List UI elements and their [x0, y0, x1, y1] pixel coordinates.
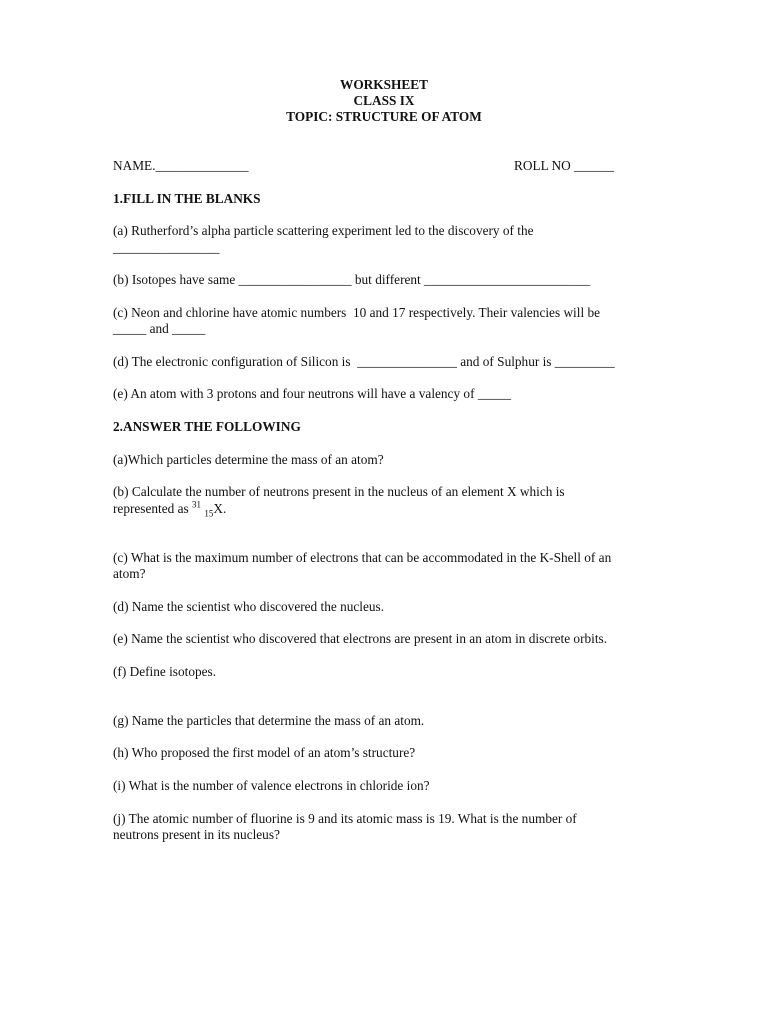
question-d: (d) Name the scientist who discovered the nucleus.	[113, 599, 385, 614]
question-b-line1: (b) Calculate the number of neutrons present in the nucleus of an element X which is	[113, 484, 565, 499]
fill-item-d: (d) The electronic configuration of Silicon is _______________ and of Sulphur is _________	[113, 354, 615, 369]
mass-number-superscript: 31	[192, 499, 202, 510]
worksheet-title: WORKSHEET	[340, 77, 428, 92]
fill-item-b: (b) Isotopes have same _________________ but different _________________________	[113, 272, 591, 287]
question-b-prefix: represented as	[113, 501, 193, 516]
name-field-label: NAME.______________	[113, 158, 249, 173]
question-b-line2	[113, 500, 226, 517]
question-f: (f) Define isotopes.	[113, 664, 217, 679]
fill-item-c-line1: (c) Neon and chlorine have atomic numbers 10 and 17 respectively. Their valencies will be	[113, 305, 601, 320]
topic-label: TOPIC: STRUCTURE OF ATOM	[286, 109, 482, 124]
roll-no-field-label: ROLL NO ______	[514, 158, 614, 173]
question-j-line1: (j) The atomic number of fluorine is 9 and its atomic mass is 19. What is the number of	[113, 811, 577, 826]
question-c-line1: (c) What is the maximum number of electrons that can be accommodated in the K-Shell of an	[113, 550, 612, 565]
atomic-number-subscript: 15	[204, 508, 214, 519]
fill-item-a-line2: ________________	[113, 240, 220, 255]
section-2-heading: 2.ANSWER THE FOLLOWING	[113, 419, 301, 434]
fill-item-e: (e) An atom with 3 protons and four neutrons will have a valency of _____	[113, 386, 512, 401]
question-j-line2: neutrons present in its nucleus?	[113, 827, 280, 842]
fill-item-c-line2: _____ and _____	[113, 321, 206, 336]
question-a: (a)Which particles determine the mass of an atom?	[113, 452, 384, 467]
question-i: (i) What is the number of valence electrons in chloride ion?	[113, 778, 430, 793]
section-1-heading: 1.FILL IN THE BLANKS	[113, 191, 261, 206]
question-b-suffix: X.	[213, 501, 227, 516]
question-c-line2: atom?	[113, 566, 146, 581]
question-h: (h) Who proposed the first model of an atom’s structure?	[113, 745, 416, 760]
question-g: (g) Name the particles that determine the mass of an atom.	[113, 713, 425, 728]
question-e: (e) Name the scientist who discovered that electrons are present in an atom in discrete orbits.	[113, 631, 608, 646]
fill-item-a-line1: (a) Rutherford’s alpha particle scattering experiment led to the discovery of the	[113, 223, 534, 238]
class-label: CLASS IX	[353, 93, 415, 108]
